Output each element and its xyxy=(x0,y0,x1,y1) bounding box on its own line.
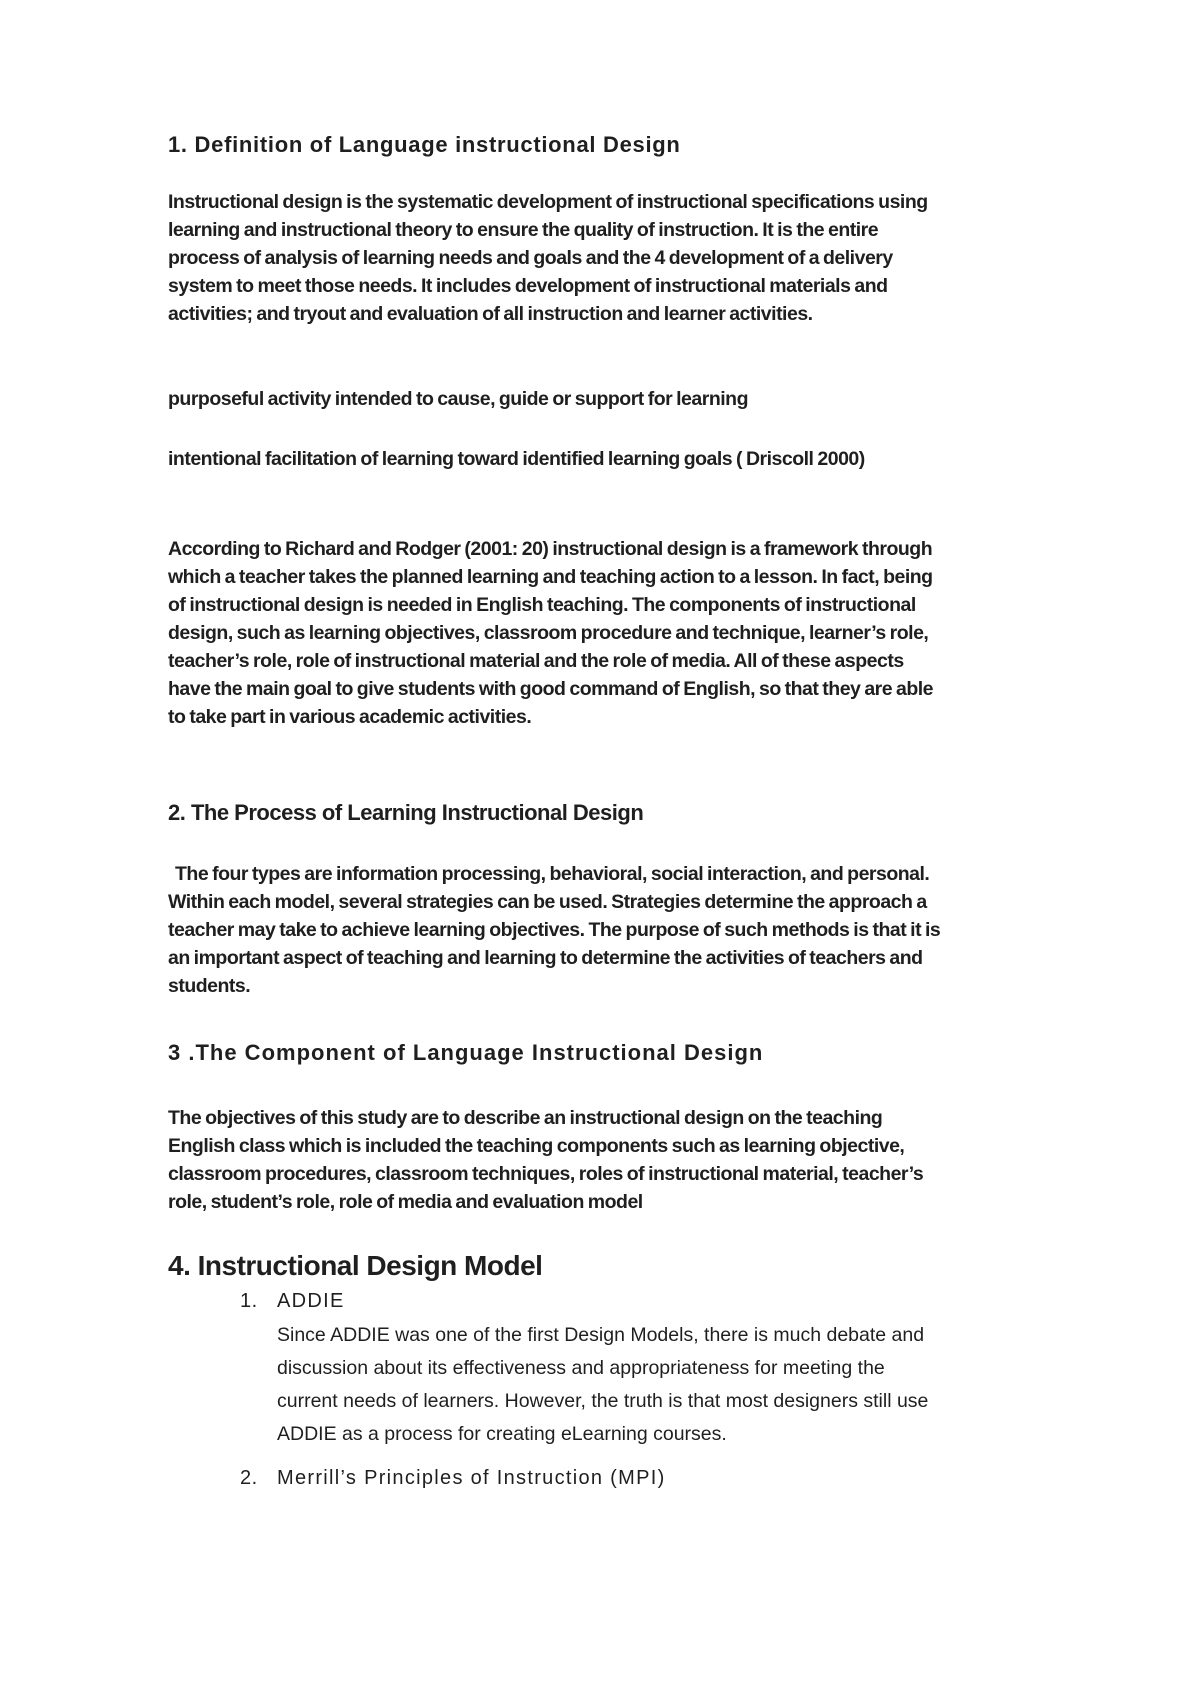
paragraph-intentional-facilitation: intentional facilitation of learning toward identified learning goals ( Driscoll 2000) xyxy=(168,448,865,470)
list-item-content xyxy=(277,1463,958,1493)
list-item-number: 1. xyxy=(240,1290,258,1312)
paragraph-four-types: The four types are information processing, behavioral, social interaction, and personal. Within each model, several strategies can be used. Strategies determine the approach a teacher may take to achieve learning objectives. The purpose of such methods is that it is an important aspect of teaching and learning to determine the activities of teachers and students. xyxy=(168,863,941,997)
list-item-merrill xyxy=(168,1463,958,1493)
list-item-body: Since ADDIE was one of the first Design Models, there is much debate and discussion about its effectiveness and appropriateness for meeting the current needs of learners. However, the truth is that most designers still use ADDIE as a process for creating eLearning courses. xyxy=(277,1324,929,1445)
list-item-title: ADDIE xyxy=(277,1290,345,1312)
section-4-heading: 4. Instructional Design Model xyxy=(168,1250,543,1281)
paragraph-study-objectives: The objectives of this study are to describe an instructional design on the teaching English class which is included the teaching components such as learning objective, classroom procedures, classroom techniques, roles of instructional material, teacher’s role, student’s role, role of media and evaluation model xyxy=(168,1107,924,1213)
list-item-addie xyxy=(168,1286,958,1463)
paragraph-richard-rodger: According to Richard and Rodger (2001: 20) instructional design is a framework through which a teacher takes the planned learning and teaching action to a lesson. In fact, being of instructional design is needed in English teaching. The components of instructional design, such as learning objectives, classroom procedure and technique, learner’s role, teacher’s role, role of instructional material and the role of media. All of these aspects have the main goal to give students with good command of English, so that they are able to take part in various academic activities. xyxy=(168,538,934,728)
list-item-number: 2. xyxy=(240,1467,258,1489)
list-item-content xyxy=(277,1286,958,1463)
list-item-title: Merrill’s Principles of Instruction (MPI) xyxy=(277,1467,666,1489)
paragraph-definition: Instructional design is the systematic development of instructional specifications using learning and instructional theory to ensure the quality of instruction. It is the entire process of analysis of learning needs and goals and the 4 development of a delivery system to meet those needs. It includes development of instructional materials and activities; and tryout and evaluation of all instruction and learner activities. xyxy=(168,191,928,325)
paragraph-purposeful-activity: purposeful activity intended to cause, guide or support for learning xyxy=(168,388,748,410)
document-content xyxy=(168,130,958,1493)
section-1-heading: 1. Definition of Language instructional Design xyxy=(168,132,681,157)
section-2-heading: 2. The Process of Learning Instructional Design xyxy=(168,800,644,825)
design-model-list xyxy=(168,1286,958,1493)
section-3-heading: 3 .The Component of Language Instructional Design xyxy=(168,1040,764,1065)
